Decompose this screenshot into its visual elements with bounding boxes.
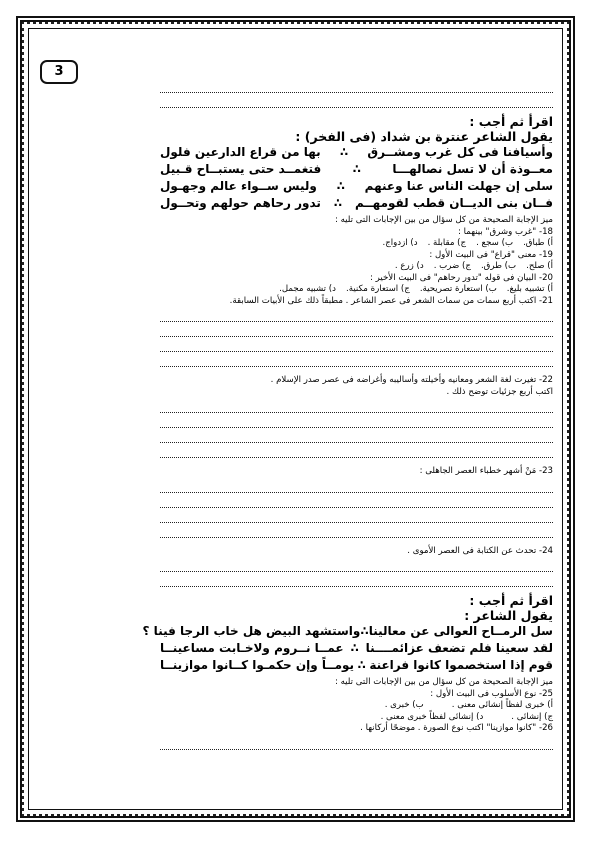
question-18: 18- "غرب وشرق" بينهما : — [458, 226, 553, 237]
verse-separator: ∴ — [352, 162, 361, 176]
option[interactable]: أ) طباق. — [523, 238, 553, 248]
question-20-options — [160, 284, 553, 296]
section-title: اقرأ ثم أجب : — [469, 593, 553, 608]
verse-separator: ∴ — [336, 179, 345, 193]
verse-separator: ∴ — [333, 196, 343, 210]
answer-line — [160, 337, 553, 352]
answer-line — [160, 78, 553, 93]
instruction-text: ميز الإجابة الصحيحة من كل سؤال من بين الإجابات التى تليه : — [334, 677, 553, 687]
option[interactable]: ب) سجع . — [476, 238, 514, 248]
question-21: 21- اكتب أربع سمات من سمات الشعر فى عصر الشاعر . مطبقاً ذلك على الأبيات السابقة. — [229, 295, 553, 306]
verse-first-half: معــوذة أن لا تسل نصالهـــا — [392, 162, 553, 176]
question-25: 25- نوع الأسلوب فى البيت الأول : — [430, 688, 553, 699]
poem-verse — [160, 195, 553, 212]
verse-separator: ∴ — [357, 658, 366, 672]
option[interactable]: ج) إنشائى . — [511, 711, 553, 722]
question-25-options-row — [160, 700, 553, 712]
section-title: اقرأ ثم أجب : — [469, 114, 553, 129]
option[interactable]: ج) مقابلة . — [427, 238, 467, 248]
answer-line — [160, 735, 553, 750]
worksheet-content — [142, 78, 553, 808]
poem-verse — [160, 161, 553, 178]
poem-verse — [160, 657, 553, 674]
answer-line — [160, 322, 553, 337]
option[interactable]: ب) خبرى . — [384, 700, 424, 710]
verse-first-half: قوم إذا استخصموا كانوا فراعنة — [369, 658, 553, 672]
question-22: 22- تغيرت لغة الشعر ومعانيه وأخيلته وأساليبه وأغراضه فى عصر صدر الإسلام . — [270, 375, 553, 385]
answer-line — [160, 413, 553, 428]
verse-first-half: فــان بنى الديــان قطب لقومهــم — [355, 196, 553, 210]
answer-line — [160, 307, 553, 322]
poem-intro: يقول الشاعر : — [464, 608, 553, 623]
question-18-options — [160, 238, 553, 250]
answer-line — [160, 557, 553, 572]
poem-verse — [160, 144, 553, 161]
answer-line — [160, 93, 553, 108]
poem-verse — [160, 178, 553, 195]
question-22-task: اكتب أربع جزئيات توضح ذلك . — [446, 386, 553, 397]
option[interactable]: أ) خبرى لفظاً إنشائى معنى . — [451, 700, 553, 710]
poem-intro: يقول الشاعر عنترة بن شداد (فى الفخر) : — [295, 129, 553, 144]
option[interactable]: د) ازدواج. — [382, 238, 418, 248]
answer-line — [160, 493, 553, 508]
answer-line — [160, 398, 553, 413]
verse-first-half: لقد سعينا فلم تضعف عزائمــــنا — [365, 641, 553, 655]
poem-verse — [142, 623, 553, 640]
option[interactable]: د) إنشائى لفظاً خبرى معنى . — [380, 711, 484, 722]
verse-second-half: تدور رحاهم حولهم وتحــول — [160, 196, 321, 210]
option[interactable]: ب) طرق. — [480, 261, 517, 271]
verse-separator: ∴ — [350, 641, 359, 655]
question-24: 24- تحدث عن الكتابة فى العصر الأموى . — [407, 545, 553, 556]
verse-second-half: يومــاً وإن حكمـوا كــانوا موازينــا — [160, 658, 355, 672]
option[interactable]: د) زرع . — [394, 261, 424, 271]
option[interactable]: ج) استعارة مكنية. — [345, 284, 410, 294]
instruction-text: ميز الإجابة الصحيحة من كل سؤال من بين الإجابات التى تليه : — [334, 215, 553, 225]
poem-verse — [160, 640, 553, 657]
answer-line — [160, 523, 553, 538]
question-25-options-row — [160, 712, 553, 724]
option[interactable]: ب) استعارة تصريحية. — [419, 284, 497, 294]
verse-first-half: وأسيافنا فى كل غرب ومشــرق — [367, 145, 553, 159]
verse-first-half: سلى إن جهلت الناس عنا وعنهم — [364, 179, 553, 193]
verse-separator: ∴ — [360, 624, 369, 638]
question-26: 26- "كانوا موازينا" اكتب نوع الصورة . موضحًا أركانها . — [360, 723, 553, 733]
option[interactable]: د) تشبيه مجمل. — [279, 284, 336, 294]
answer-line — [160, 478, 553, 493]
answer-line — [160, 428, 553, 443]
option[interactable]: أ) تشبيه بليغ. — [506, 284, 553, 294]
verse-separator: ∴ — [339, 145, 349, 159]
verse-second-half: بها من قراع الدارعين فلول — [160, 145, 321, 159]
verse-first-half: سل الرمــاح العوالى عن معالينا — [368, 624, 553, 638]
verse-second-half: واستشهد البيض هل خاب الرجا فينا ؟ — [142, 624, 361, 638]
option[interactable]: أ) صلح. — [526, 261, 553, 271]
option[interactable]: ج) ضرب . — [433, 261, 471, 271]
answer-line — [160, 443, 553, 458]
page-number: 3 — [40, 60, 78, 84]
answer-line — [160, 352, 553, 367]
answer-line — [160, 508, 553, 523]
answer-line — [160, 572, 553, 587]
verse-second-half: عمــا نــروم ولاخـابت مساعينــا — [160, 641, 344, 655]
question-19: 19- معنى "قراع" فى البيت الأول : — [429, 249, 553, 260]
verse-second-half: وليس ســواء عالم وجهـول — [160, 179, 317, 193]
question-23: 23- مَنْ أشهر خطباء العصر الجاهلى : — [419, 466, 553, 476]
question-19-options — [160, 261, 553, 273]
question-20: 20- البيان فى قوله "تدور رحاهم" فى البيت الأخير : — [370, 272, 553, 283]
verse-second-half: فتغمــد حتى يستبــاح قـبيل — [160, 162, 322, 176]
